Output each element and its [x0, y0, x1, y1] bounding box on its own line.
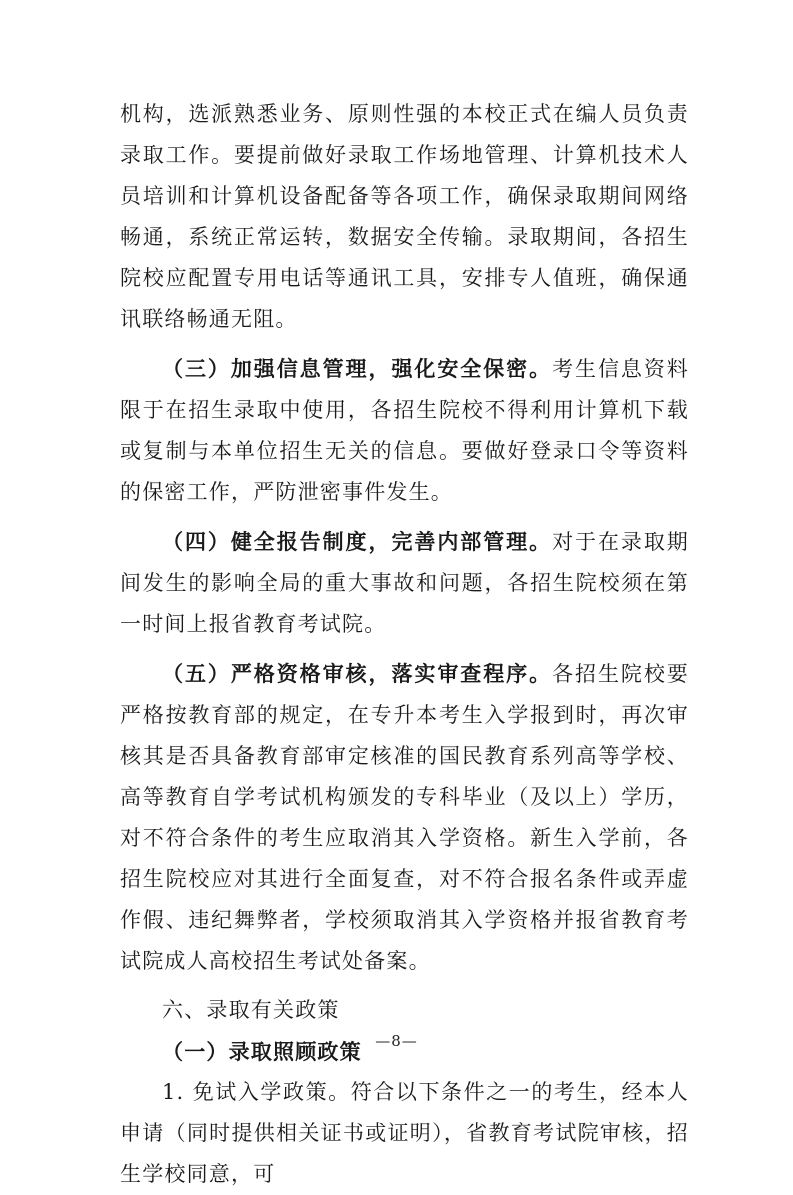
section-heading: 六、录取有关政策	[162, 998, 340, 1022]
paragraph-4-text: 各招生院校要严格按教育部的规定，在专升本考生入学报到时，再次审核其是否具备教育部审定核准的国民教育系列高等学校、高等教育自学考试机构颁发的专科毕业（及以上）学历，对不符合条件的考生应取消其入学资格。新生入学前，各招生院校应对其进行全面复查，对不符合报名条件或弄虚作假、违纪舞弊者，学校须取消其入学资格并报省教育考试院成人高校招生考试处备案。	[120, 662, 690, 973]
paragraph-1	[120, 94, 689, 340]
subsection-heading: （一）录取照顾政策	[162, 1039, 362, 1064]
paragraph-1-text: 机构，选派熟悉业务、原则性强的本校正式在编人员负责录取工作。要提前做好录取工作场地管理、计算机技术人员培训和计算机设备配备等各项工作，确保录取期间网络畅通，系统正常运转，数据安全传输。录取期间，各招生院校应配置专用电话等通讯工具，安排专人值班，确保通讯联络畅通无阻。	[120, 102, 689, 331]
paragraph-2	[120, 348, 689, 513]
paragraph-3-text: 对于在录取期间发生的影响全局的重大事故和问题，各招生院校须在第一时间上报省教育考试院。	[120, 530, 690, 636]
paragraph-3	[120, 521, 689, 645]
paragraph-5	[120, 1072, 689, 1195]
paragraph-4-lead: （五）严格资格审核，落实审查程序。	[162, 661, 553, 686]
page-number: —8—	[375, 1032, 418, 1050]
paragraph-2-lead: （三）加强信息管理，强化安全保密。	[162, 356, 553, 381]
paragraph-4	[120, 653, 689, 982]
paragraph-2-text: 考生信息资料限于在招生录取中使用，各招生院校不得利用计算机下载或复制与本单位招生无关的信息。要做好登录口令等资料的保密工作，严防泄密事件发生。	[120, 357, 690, 504]
paragraph-3-lead: （四）健全报告制度，完善内部管理。	[162, 529, 553, 554]
paragraph-5-text: 1. 免试入学政策。符合以下条件之一的考生，经本人申请（同时提供相关证书或证明），省教育考试院审核，招生学校同意，可	[120, 1080, 689, 1186]
